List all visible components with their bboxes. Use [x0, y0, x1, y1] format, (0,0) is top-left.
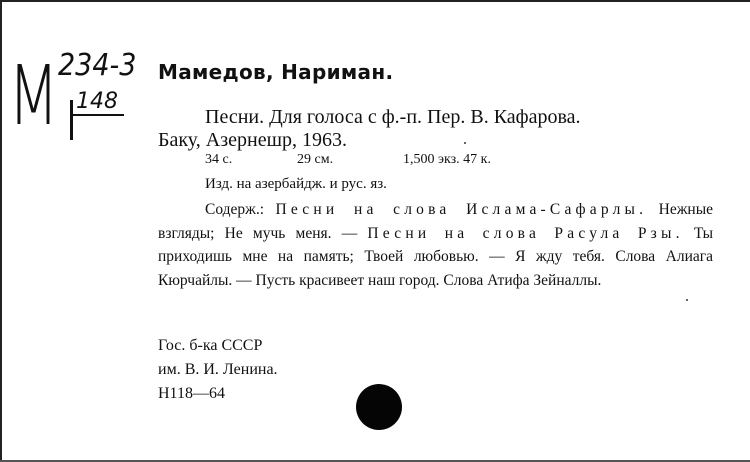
card-top-edge — [0, 0, 750, 2]
card-left-edge — [0, 0, 2, 462]
punch-hole — [356, 384, 402, 430]
library-name: Гос. б-ка СССР — [158, 337, 263, 354]
book-size: 29 см. — [297, 152, 334, 167]
handwritten-shelf-number — [70, 90, 124, 114]
contents-songs-2: Ты приходишь мне на память; Твоей любовью. — Я жду тебя. Слова Алиага Кюрчайлы. — Пусть красивеет наш город. Слова Атифа Зейналлы. — [158, 224, 714, 289]
title-line: Песни. Для голоса с ф.-п. Пер. В. Кафарова. — [205, 106, 581, 128]
library-name-cont: им. В. И. Ленина. — [158, 361, 278, 378]
imprint-line: Баку, Азернешр, 1963. — [158, 129, 347, 151]
contents-song-set-2: Песни на слова Расула Рзы. — [367, 224, 684, 242]
edition-note: Изд. на азербайдж. и рус. яз. — [205, 176, 387, 192]
contents-song-set-1: Песни на слова Ислама-Сафарлы. — [275, 201, 648, 218]
contents-label: Содерж.: — [205, 201, 265, 218]
pages-count: 34 с. — [205, 152, 233, 167]
author-heading: Мамедов, Нариман. — [158, 60, 394, 84]
contents-songs-1: Нежные взгляды; Не мучь меня. — — [158, 201, 713, 242]
contents-note — [158, 198, 713, 292]
speck — [686, 299, 688, 301]
copies-price: 1,500 экз. 47 к. — [403, 152, 491, 167]
card-number: Н118—64 — [158, 385, 225, 402]
handwritten-number-text: 148 — [70, 89, 124, 116]
handwritten-shelf-code: 234-3 — [58, 48, 137, 83]
speck — [464, 142, 466, 144]
handwritten-shelf-letter: M — [8, 49, 58, 144]
collation-line — [205, 153, 491, 167]
